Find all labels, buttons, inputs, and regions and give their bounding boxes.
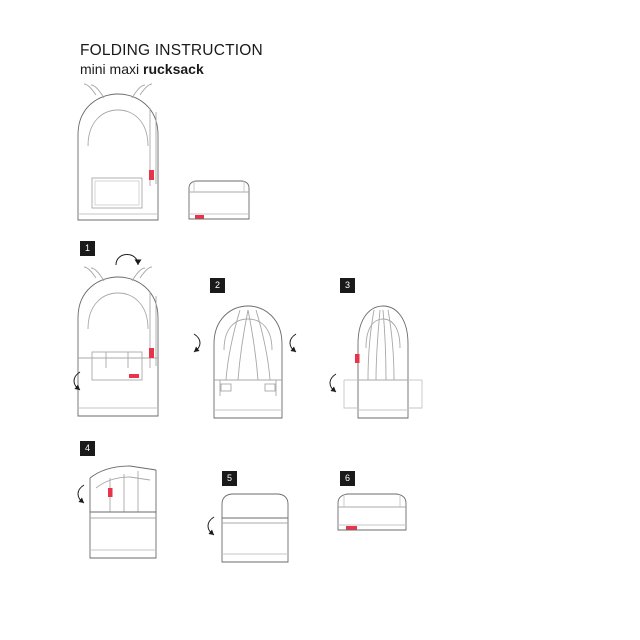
arrow-rotate-step-1 [70,370,84,392]
rucksack-folded-final [334,490,416,540]
title-line-2-prefix: mini maxi [80,61,144,77]
title-line-1: FOLDING INSTRUCTION [80,42,263,59]
step-badge-6: 6 [340,471,355,486]
rucksack-back-view-straps [200,296,310,421]
rucksack-folded-top-down [86,462,166,562]
rucksack-folded-square [216,490,298,568]
step-badge-5: 5 [222,471,237,486]
arrow-fold-left-step-2 [190,332,204,354]
rucksack-folded-flat-small [186,178,264,230]
step-badge-4: 4 [80,441,95,456]
arrow-fold-step-4 [74,483,88,505]
page-title [80,41,263,78]
arrow-fold-right-step-2 [286,332,300,354]
title-line-2-bold: rucksack [143,61,204,77]
step-badge-1: 1 [80,241,95,256]
step-badge-2: 2 [210,278,225,293]
step-badge-3: 3 [340,278,355,293]
title-line-2 [80,60,263,78]
arrow-fold-step-3 [326,372,340,394]
rucksack-front-view [70,88,180,228]
arrow-fold-step-5 [204,515,218,537]
rucksack-open-front-flap [70,268,180,418]
rucksack-straps-folded-in [336,296,436,421]
